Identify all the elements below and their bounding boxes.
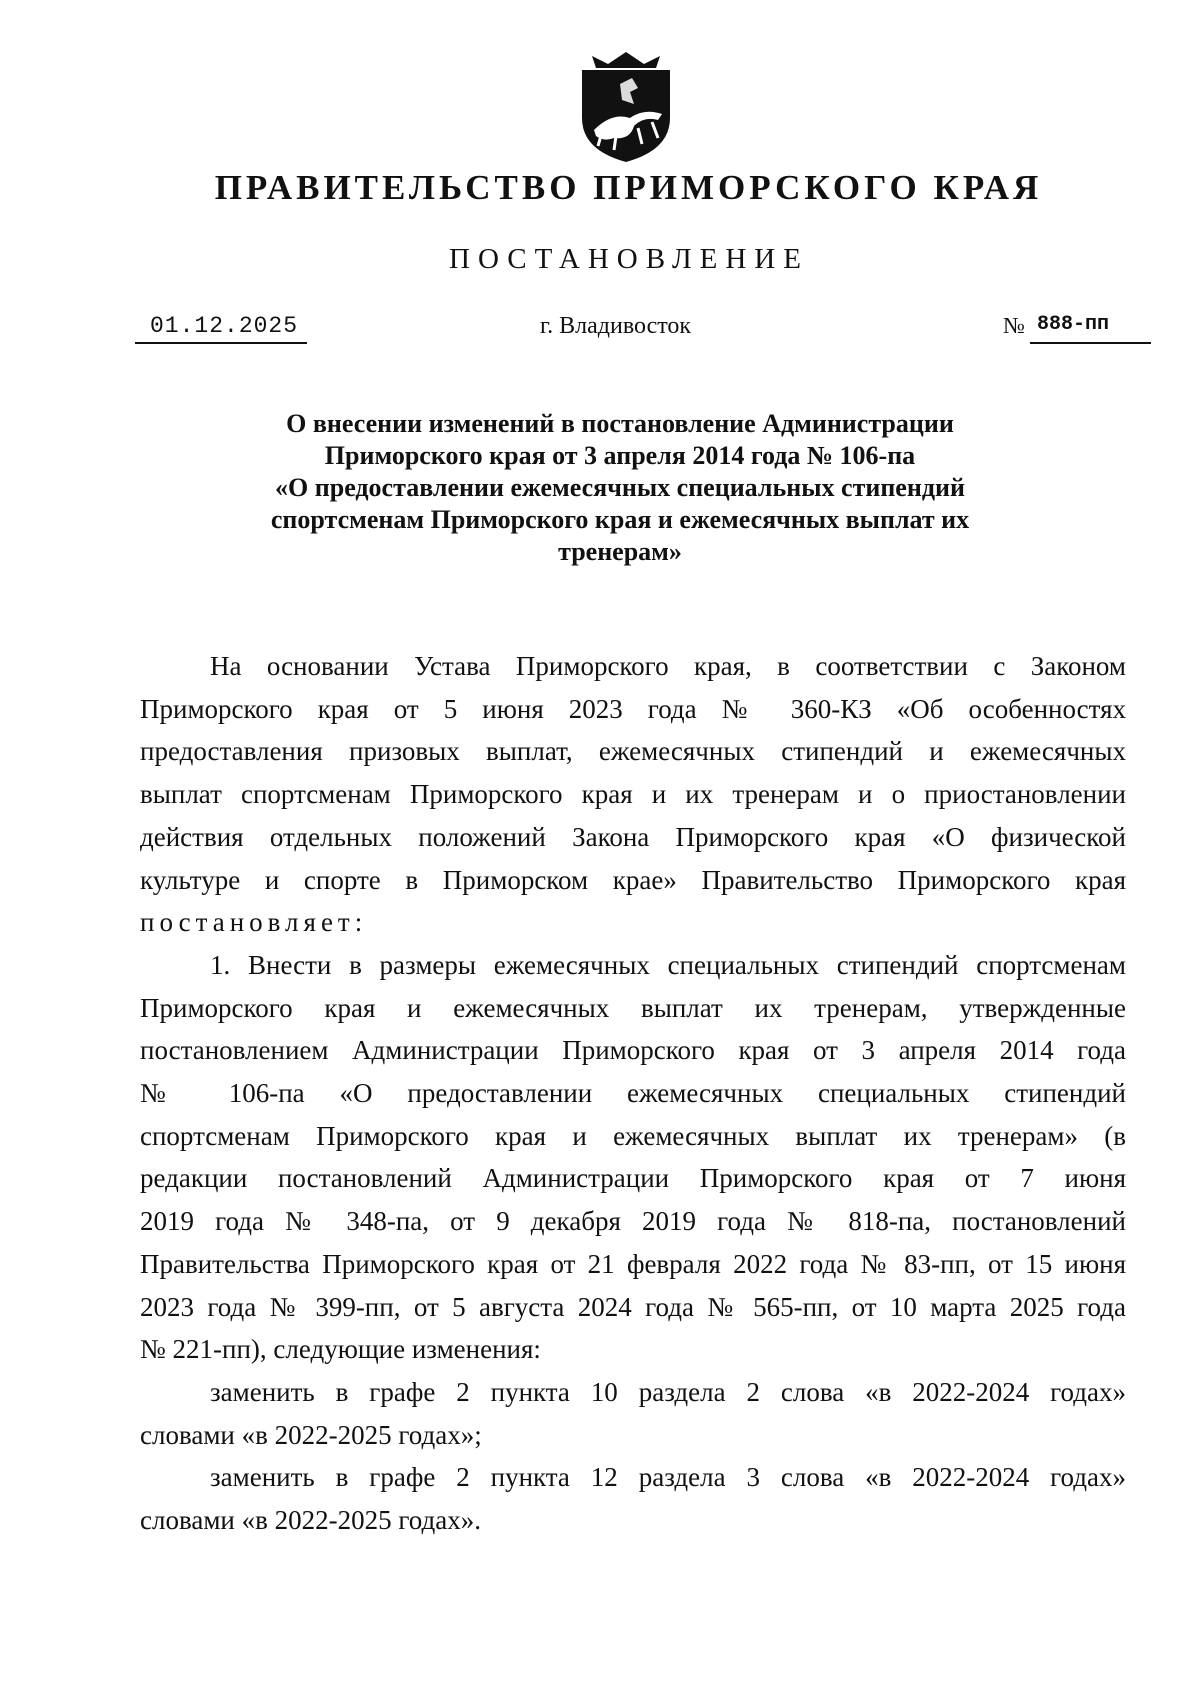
date-underline — [135, 342, 307, 344]
change2-line: заменить в графе 2 пункта 12 раздела 3 слова «в 2022-2024 годах» — [210, 1462, 1126, 1493]
item1-line: Правительства Приморского края от 21 февраля 2022 года № 83-пп, от 15 июня — [140, 1248, 1126, 1279]
preamble-line: На основании Устава Приморского края, в соответствии с Законом — [210, 651, 1126, 681]
preamble-line: Приморского края от 5 июня 2023 года № 360-КЗ «Об особенностях — [140, 693, 1126, 724]
document-city: г. Владивосток — [540, 313, 692, 339]
preamble-line: действия отдельных положений Закона Приморского края «О физической — [140, 821, 1126, 852]
change2-line: словами «в 2022-2025 годах». — [140, 1505, 481, 1536]
document-title — [200, 408, 1040, 568]
preamble-line: выплат спортсменам Приморского края и их тренерам и о приостановлении — [140, 779, 1126, 810]
item1-line: постановлением Администрации Приморского края от 3 апреля 2014 года — [140, 1035, 1126, 1066]
document-number: 888-пп — [1037, 313, 1110, 336]
title-line: тренерам» — [558, 537, 682, 566]
number-sign: № — [1003, 313, 1025, 338]
title-line: спортсменам Приморского края и ежемесячных выплат их — [270, 505, 970, 534]
item1-line: № 221-пп), следующие изменения: — [140, 1334, 541, 1365]
title-line: О внесении изменений в постановление Администрации — [286, 409, 954, 438]
title-line: «О предоставлении ежемесячных специальных стипендий — [275, 473, 965, 502]
item1-line: 2019 года № 348-па, от 9 декабря 2019 года № 818-па, постановлений — [140, 1206, 1126, 1237]
document-date: 01.12.2025 — [150, 313, 299, 339]
item1-line: редакции постановлений Администрации Приморского края от 7 июня — [140, 1163, 1126, 1194]
resolves-word: постановляет: — [140, 907, 368, 938]
coat-of-arms-icon — [572, 48, 680, 166]
number-underline — [1030, 342, 1151, 344]
item1-line: спортсменам Приморского края и ежемесячных выплат их тренерам» (в — [140, 1120, 1126, 1151]
change1-line: словами «в 2022-2025 годах»; — [140, 1419, 482, 1450]
item1-line: 2023 года № 399-пп, от 5 августа 2024 года № 565-пп, от 10 марта 2025 года — [140, 1291, 1126, 1322]
item1-line: Приморского края и ежемесячных выплат их тренерам, утвержденные — [140, 992, 1126, 1023]
item1-line: 1. Внести в размеры ежемесячных специальных стипендий спортсменам — [210, 949, 1126, 980]
title-line: Приморского края от 3 апреля 2014 года № 106-па — [324, 441, 916, 470]
document-body — [140, 645, 1126, 1542]
preamble-line: культуре и спорте в Приморском крае» Правительство Приморского края — [140, 864, 1126, 895]
document-type: ПОСТАНОВЛЕНИЕ — [449, 243, 809, 275]
government-name: ПРАВИТЕЛЬСТВО ПРИМОРСКОГО КРАЯ — [214, 168, 1043, 207]
item1-line: № 106-па «О предоставлении ежемесячных специальных стипендий — [140, 1078, 1126, 1109]
change1-line: заменить в графе 2 пункта 10 раздела 2 слова «в 2022-2024 годах» — [210, 1376, 1126, 1407]
preamble-line: предоставления призовых выплат, ежемесячных стипендий и ежемесячных — [140, 736, 1126, 767]
